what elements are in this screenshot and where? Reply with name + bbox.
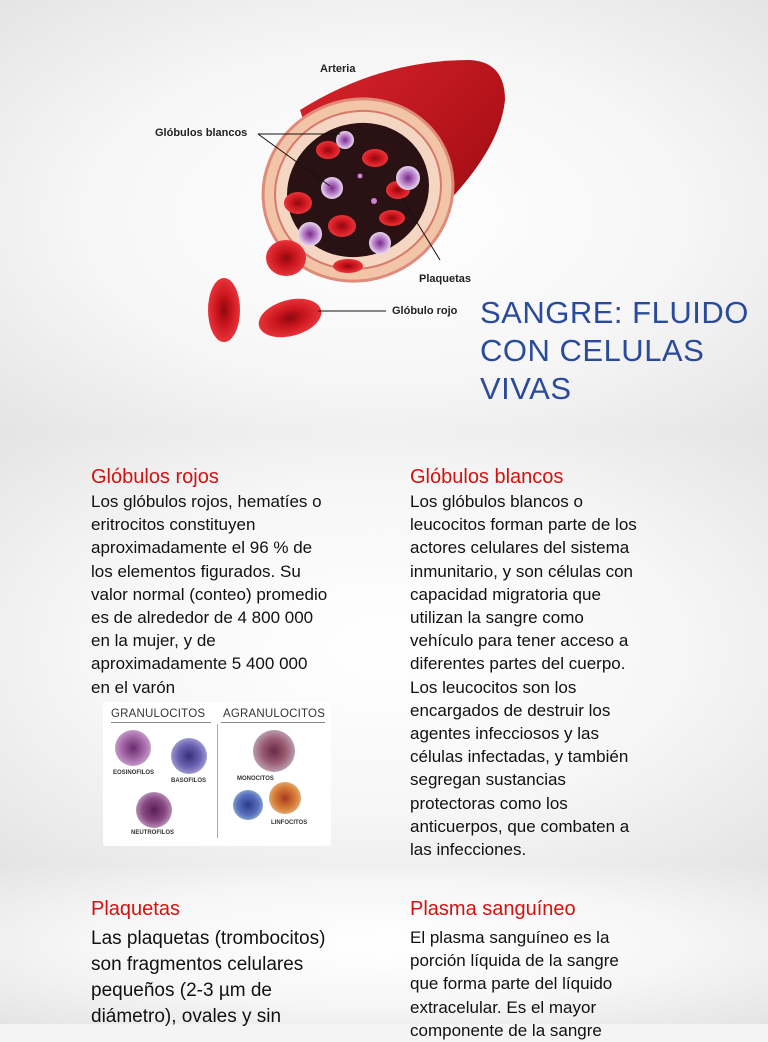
text-globulos-blancos [410,490,710,861]
neutrophil-cell [136,792,172,828]
red-cell [379,210,405,226]
label-monocitos: MONOCITOS [237,776,274,782]
text-line: Los glóbulos rojos, hematíes o [91,492,322,511]
red-cell [362,149,388,167]
text-line: valor normal (conteo) promedio [91,584,328,604]
heading-plasma-sanguineo: Plasma sanguíneo [410,898,576,920]
label-linfocitos: LINFOCITOS [271,820,308,826]
title-line: VIVAS [480,371,572,406]
title-line: CON CELULAS [480,333,705,368]
text-line: aproximadamente 5 400 000 [91,654,308,674]
text-line: en la mujer, y de [91,631,216,651]
text-line: agentes infecciosos y las [410,724,599,744]
white-cell [396,166,420,190]
text-line: leucocitos forman parte de los [410,515,637,535]
label-arteria: Arteria [320,63,356,75]
text-line: segregan sustancias [410,770,566,790]
slide-title [480,294,760,408]
text-line: inmunitario, y son células con [410,561,634,581]
white-cell [321,177,343,199]
label-neutrofilos: NEUTROFILOS [131,830,174,836]
text-line: Las plaquetas (trombocitos) [91,928,326,949]
slide-blood-cells [0,432,768,864]
text-plaquetas [91,926,391,1030]
text-globulos-rojos [91,490,381,699]
text-line: protectoras como los [410,793,568,813]
label-globulos-blancos: Glóbulos blancos [155,127,248,139]
text-line: los elementos figurados. Su [91,561,301,581]
lymphocyte-cell [269,782,301,814]
platelet [371,198,377,204]
basophil-cell [171,738,207,774]
text-line: son fragmentos celulares [91,954,304,975]
white-cell [369,232,391,254]
slide-platelets-plasma [0,864,768,1040]
eosinophil-cell [115,730,151,766]
red-cell [208,278,240,342]
text-line: Los glóbulos blancos o [410,492,583,511]
text-line: componente de la sangre [410,1020,602,1040]
text-line: que forma parte del líquido [410,974,613,994]
heading-plaquetas: Plaquetas [91,898,180,920]
text-plasma-sanguineo [410,926,710,1042]
slide-blood-intro [0,0,768,432]
text-line: pequeños (2-3 µm de [91,980,273,1001]
text-line: es de alrededor de 4 800 000 [91,608,314,628]
text-line: anticuerpos, que combaten a [410,816,630,836]
text-line: en el varón [91,677,176,697]
text-line: células infectadas, y también [410,747,629,767]
red-cell [254,292,325,343]
leukocyte-types-image [103,702,331,846]
text-line: diámetro), ovales y sin [91,1006,282,1027]
text-line: las infecciones. [410,840,527,860]
red-cell [266,240,306,276]
red-cell [284,192,312,214]
label-agranulocitos: AGRANULOCITOS [223,708,326,720]
text-line: Los leucocitos son los [410,677,577,697]
title-line: SANGRE: FLUIDO [480,295,749,330]
text-line: actores celulares del sistema [410,538,630,558]
red-cell [333,259,363,273]
text-line: capacidad migratoria que [410,584,601,604]
heading-globulos-blancos: Glóbulos blancos [410,466,564,488]
monocyte-cell [253,730,295,772]
lymphocyte-cell [233,790,263,820]
text-line: aproximadamente el 96 % de [91,538,313,558]
label-eosinofilos: EOSINOFILOS [113,770,155,776]
text-line: encargados de destruir los [410,700,611,720]
red-cell [328,215,356,237]
red-cell [316,141,340,159]
text-line: diferentes partes del cuerpo. [410,654,626,674]
platelet [358,174,363,179]
label-globulo-rojo: Glóbulo rojo [392,305,458,317]
text-line: eritrocitos constituyen [91,515,256,535]
text-line: extracelular. Es el mayor [410,997,597,1017]
text-line: vehículo para tener acceso a [410,631,629,651]
label-plaquetas: Plaquetas [419,273,471,285]
label-granulocitos: GRANULOCITOS [111,708,206,720]
text-line: utilizan la sangre como [410,608,584,628]
white-cell [298,222,322,246]
text-line: El plasma sanguíneo es la [410,928,610,947]
text-line: porción líquida de la sangre [410,951,619,971]
heading-globulos-rojos: Glóbulos rojos [91,466,219,488]
label-basofilos: BASOFILOS [171,778,207,784]
